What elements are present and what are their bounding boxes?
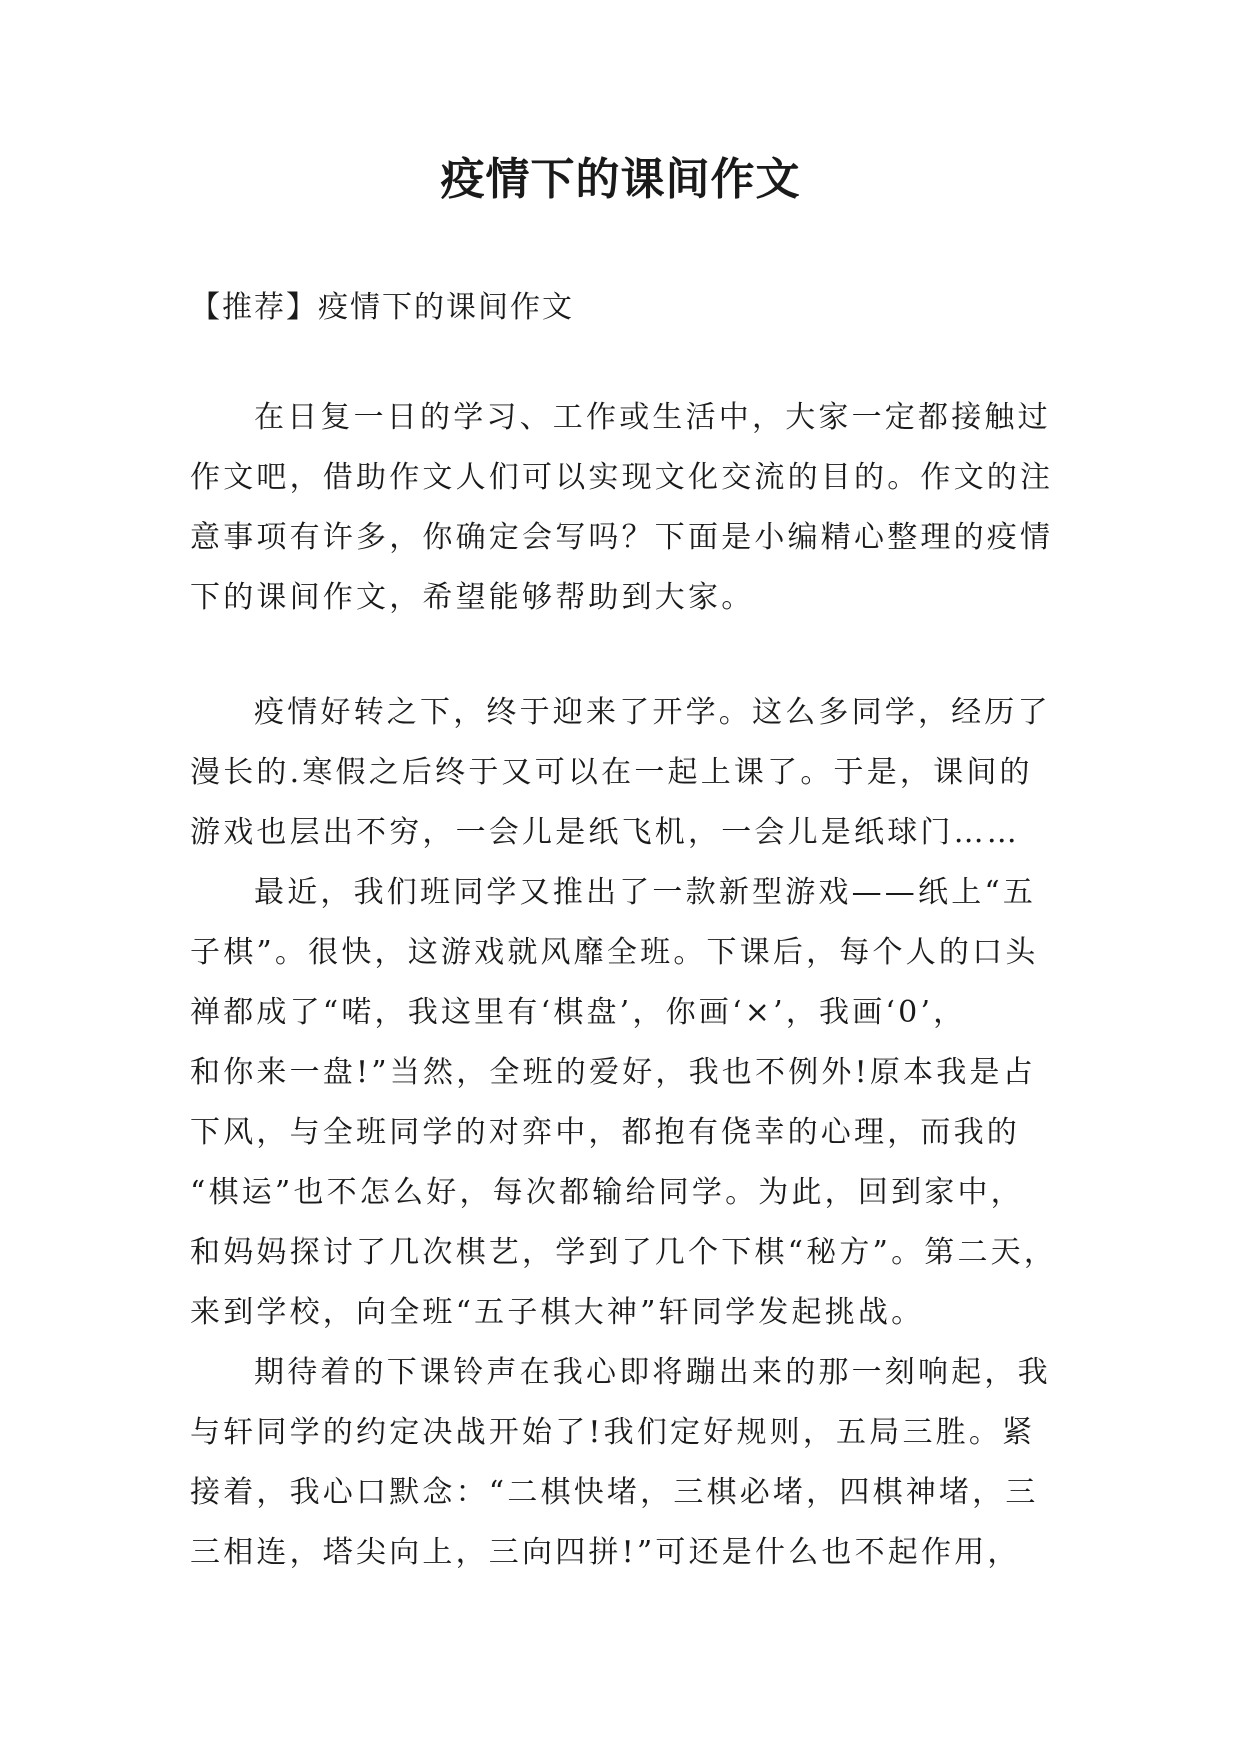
paragraph-line: 疫情好转之下，终于迎来了开学。这么多同学，经历了 [254, 695, 1051, 730]
paragraph-line: 接着，我心口默念：“二棋快堵，三棋必堵，四棋神堵，三 [190, 1475, 1039, 1510]
paragraph-line: 和你来一盘!”当然，全班的爱好，我也不例外!原本我是占 [190, 1055, 1036, 1090]
paragraph-line: 与轩同学的约定决战开始了!我们定好规则，五局三胜。紧 [190, 1415, 1036, 1450]
paragraph-line: 作文吧，借助作文人们可以实现文化交流的目的。作文的注 [190, 460, 1054, 495]
paragraph-line: 漫长的.寒假之后终于又可以在一起上课了。于是，课间的 [190, 755, 1033, 790]
paragraph-line: 子棋”。很快，这游戏就风靡全班。下课后，每个人的口头 [190, 935, 1039, 970]
paragraph-line: “棋运”也不怎么好，每次都输给同学。为此，回到家中， [190, 1175, 1024, 1210]
paragraph-line: 期待着的下课铃声在我心即将蹦出来的那一刻响起，我 [254, 1355, 1051, 1390]
paragraph-line: 游戏也层出不穷，一会儿是纸飞机，一会儿是纸球门…… [190, 815, 1020, 850]
document-subtitle: 【推荐】疫情下的课间作文 [190, 290, 574, 325]
paragraph-gomoku [190, 863, 1065, 1343]
paragraph-line: 在日复一日的学习、工作或生活中，大家一定都接触过 [254, 400, 1051, 435]
paragraph-line: 禅都成了“喏，我这里有‘棋盘’，你画‘×’，我画‘0’， [190, 995, 967, 1030]
paragraph-line: 来到学校，向全班“五子棋大神”轩同学发起挑战。 [190, 1295, 925, 1330]
paragraph-line: 和妈妈探讨了几次棋艺，学到了几个下棋“秘方”。第二天， [190, 1235, 1058, 1270]
paragraph-line: 最近，我们班同学又推出了一款新型游戏——纸上“五 [254, 875, 1037, 910]
paragraph-duel [190, 1343, 1065, 1583]
paragraph-line: 下风，与全班同学的对弈中，都抱有侥幸的心理，而我的 [190, 1115, 1020, 1150]
paragraph-line: 下的课间作文，希望能够帮助到大家。 [190, 580, 755, 615]
paragraph-line: 意事项有许多，你确定会写吗？下面是小编精心整理的疫情 [190, 520, 1054, 555]
document-title: 疫情下的课间作文 [440, 154, 801, 205]
paragraph-reopening [190, 683, 1065, 863]
paragraph-line: 三相连，塔尖向上，三向四拼!”可还是什么也不起作用， [190, 1535, 1021, 1570]
paragraph-intro [190, 388, 1065, 628]
